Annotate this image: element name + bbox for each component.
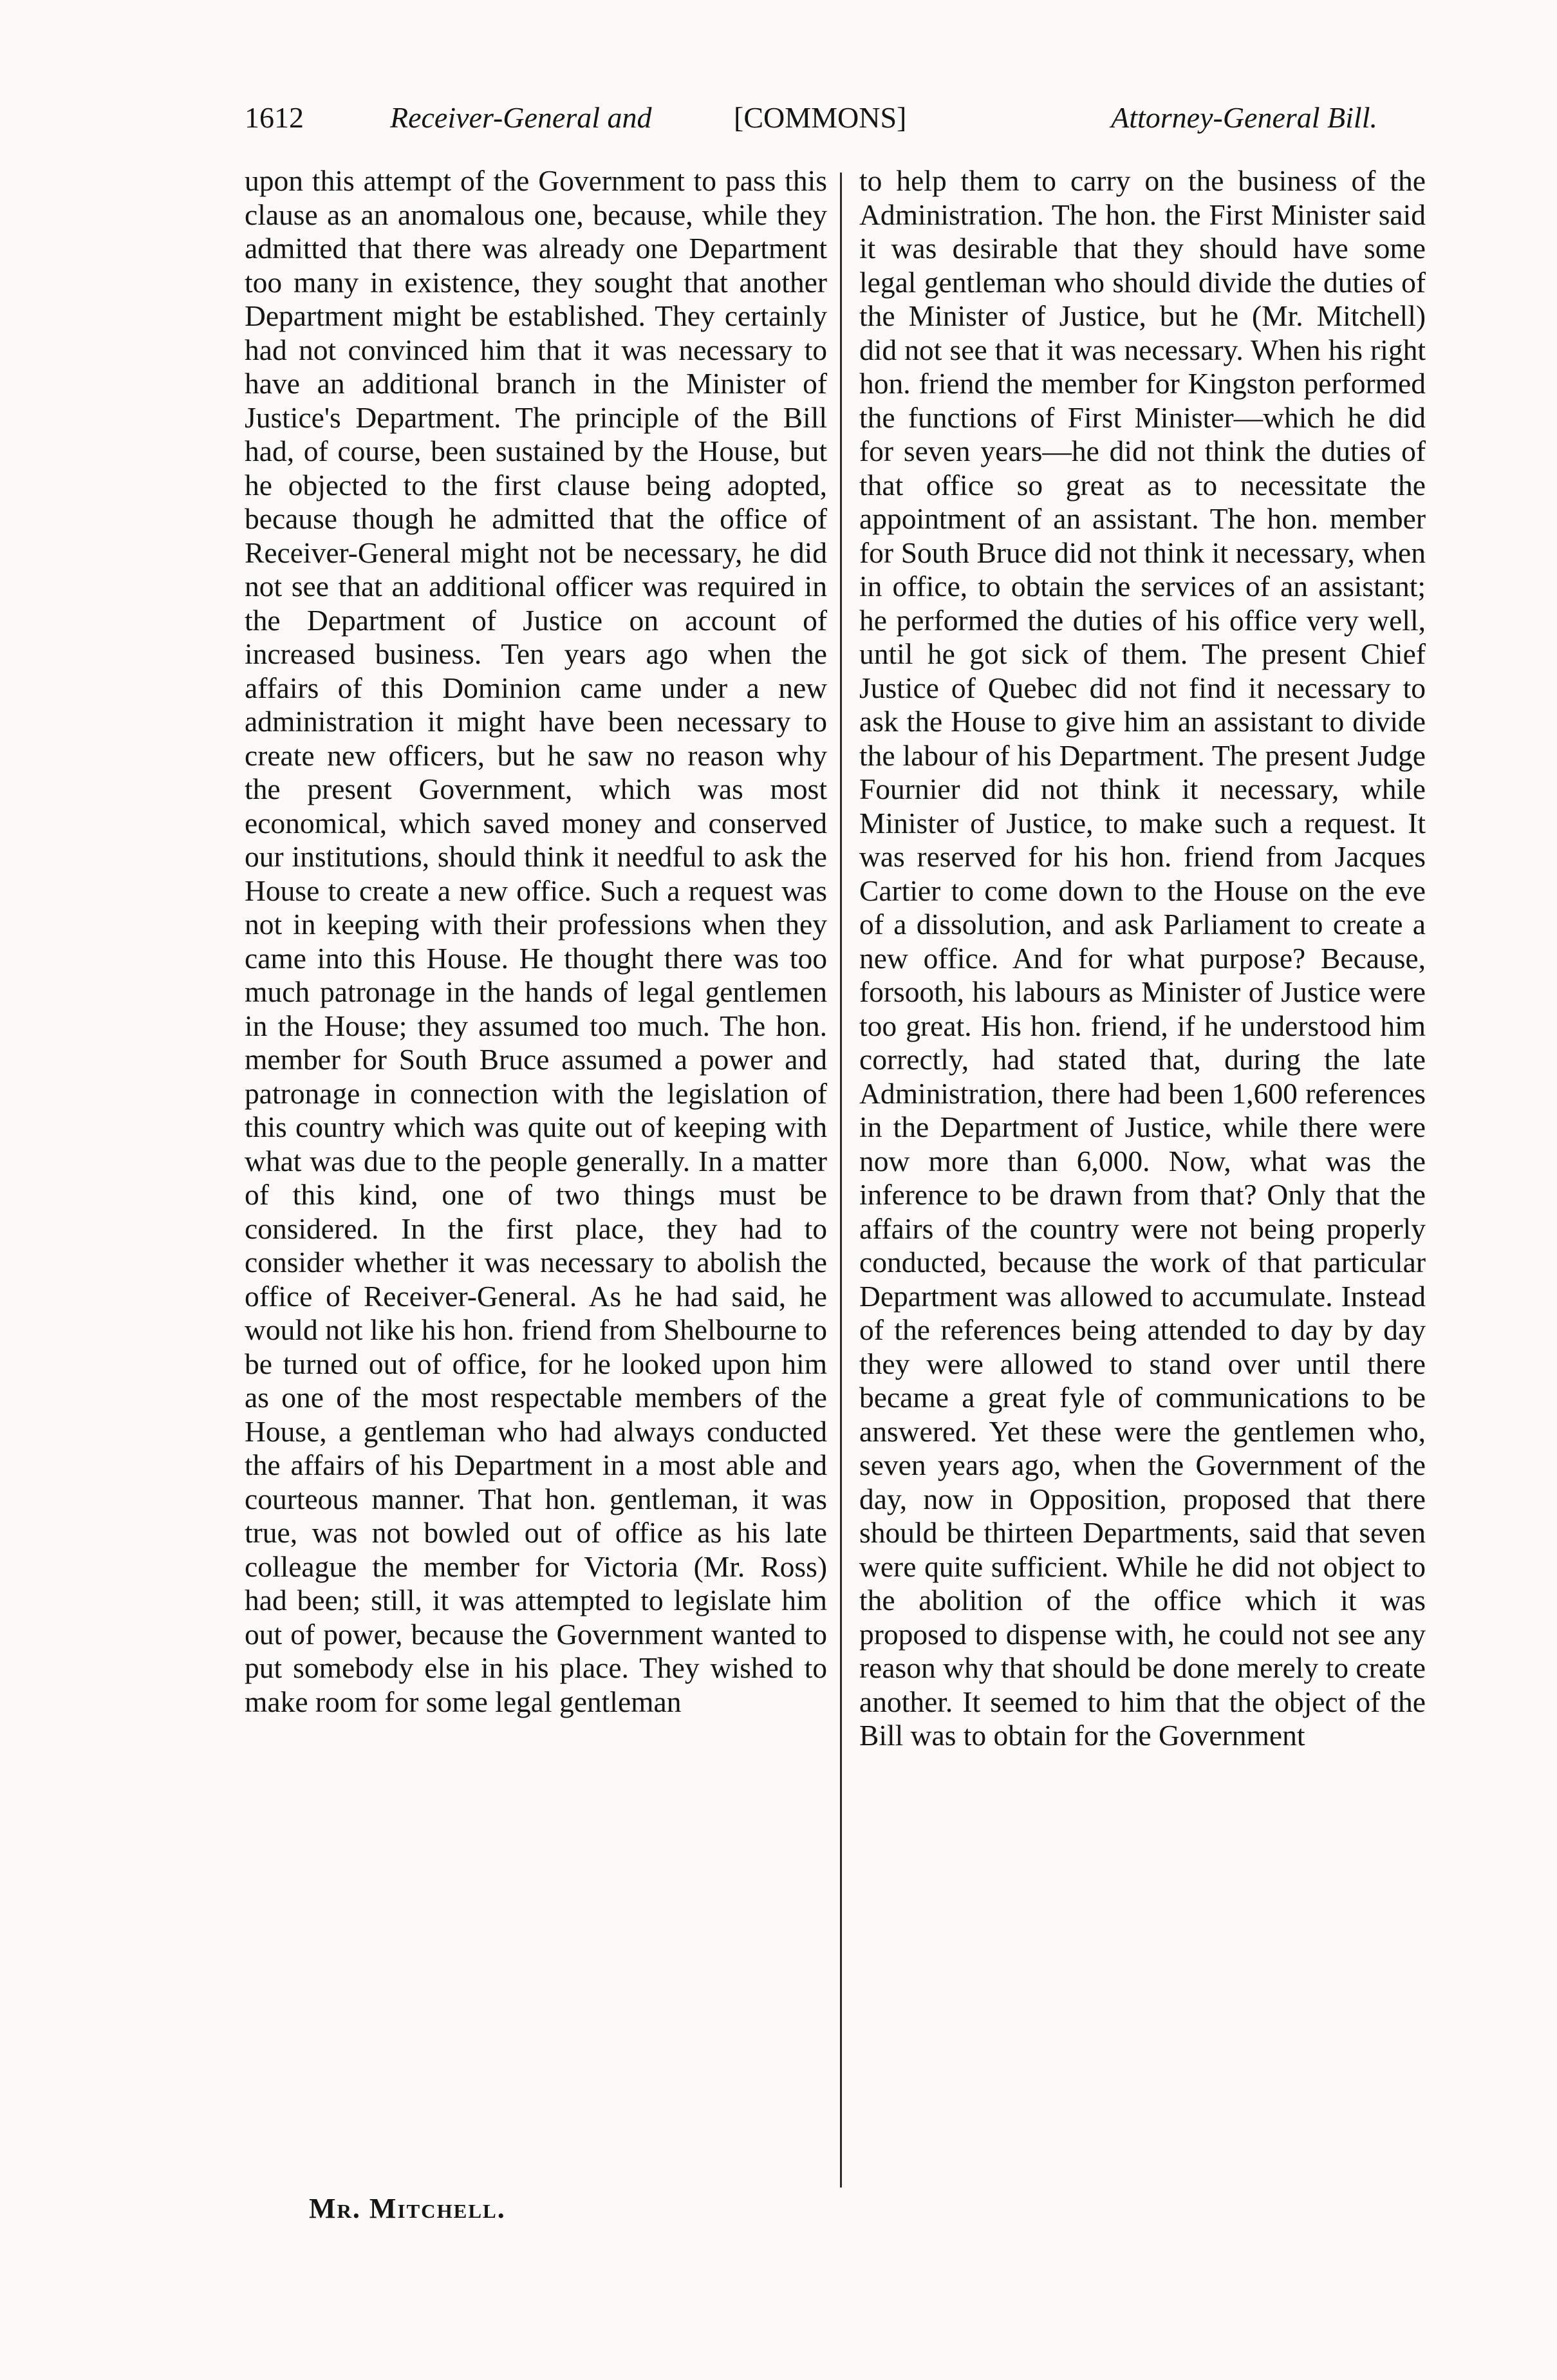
header-center-title: [COMMONS] bbox=[734, 101, 907, 134]
right-column-text: to help them to carry on the business of the Administration. The hon. the First Minister said it was desirable that they should have some legal gentleman who should divide the duties of the Minister of Justice, but he (Mr. Mitchell) did not see that it was necessary. When his right hon. friend the member for Kingston performed the functions of First Minister—which he did for seven years—he did not think the duties of that office so great as to necessitate the appointment of an assistant. The hon. member for South Bruce did not think it necessary, when in office, to obtain the services of an assistant; he performed the duties of his office very well, until he got sick of them. The present Chief Justice of Quebec did not find it necessary to ask the House to give him an assistant to divide the labour of his Department. The present Judge Fournier did not think it necessary, while Minister of Justice, to make such a request. It was reserved for his hon. friend from Jacques Cartier to come down to the House on the eve of a dissolution, and ask Parliament to create a new office. And for what purpose? Because, forsooth, his labours as Minister of Justice were too great. His hon. friend, if he understood him correctly, had stated that, during the late Administration, there had been 1,600 references in the Department of Justice, while there were now more than 6,000. Now, what was the inference to be drawn from that? Only that the affairs of the country were not being properly conducted, because the work of that particular Department was allowed to accumulate. Instead of the references being attended to day by day they were allowed to stand over until there became a great fyle of communications to be answered. Yet these were the gentlemen who, seven years ago, when the Government of the day, now in Opposition, proposed that there should be thirteen Departments, said that seven were quite sufficient. While he did not object to the abolition of the office which it was proposed to dispense with, he could not see any reason why that should be done merely to create another. It seemed to him that the object of the Bill was to obtain for the Government bbox=[859, 164, 1426, 1752]
running-header bbox=[245, 95, 1377, 140]
left-column bbox=[245, 164, 827, 1719]
left-column-text: upon this attempt of the Government to pass this clause as an anomalous one, because, while they admitted that there was already one Department too many in existence, they sought that another Department might be established. They certainly had not convinced him that it was necessary to have an additional branch in the Minister of Justice's Department. The principle of the Bill had, of course, been sustained by the House, but he objected to the first clause being adopted, because though he admitted that the office of Receiver-General might not be necessary, he did not see that an additional officer was required in the Department of Justice on account of increased business. Ten years ago when the affairs of this Dominion came under a new administration it might have been necessary to create new officers, but he saw no reason why the present Government, which was most economical, which saved money and conserved our institutions, should think it needful to ask the House to create a new office. Such a request was not in keeping with their professions when they came into this House. He thought there was too much patronage in the hands of legal gentlemen in the House; they assumed too much. The hon. member for South Bruce assumed a power and patronage in connection with the legislation of this country which was quite out of keeping with what was due to the people generally. In a matter of this kind, one of two things must be considered. In the first place, they had to consider whether it was necessary to abolish the office of Receiver-General. As he had said, he would not like his hon. friend from Shelbourne to be turned out of office, for he looked upon him as one of the most respectable members of the House, a gentleman who had always conducted the affairs of his Department in a most able and courteous manner. That hon. gentleman, it was true, was not bowled out of office as his late colleague the member for Victoria (Mr. Ross) had been; still, it was attempted to legislate him out of power, because the Government wanted to put somebody else in his place. They wished to make room for some legal gentleman bbox=[245, 164, 827, 1718]
right-column bbox=[859, 164, 1426, 1753]
speaker-footer: Mr. Mitchell. bbox=[309, 2193, 506, 2224]
page-number: 1612 bbox=[245, 101, 304, 134]
column-divider bbox=[840, 173, 842, 2188]
header-right-title: Attorney-General Bill. bbox=[1111, 101, 1377, 134]
header-left-title: Receiver-General and bbox=[390, 101, 652, 134]
